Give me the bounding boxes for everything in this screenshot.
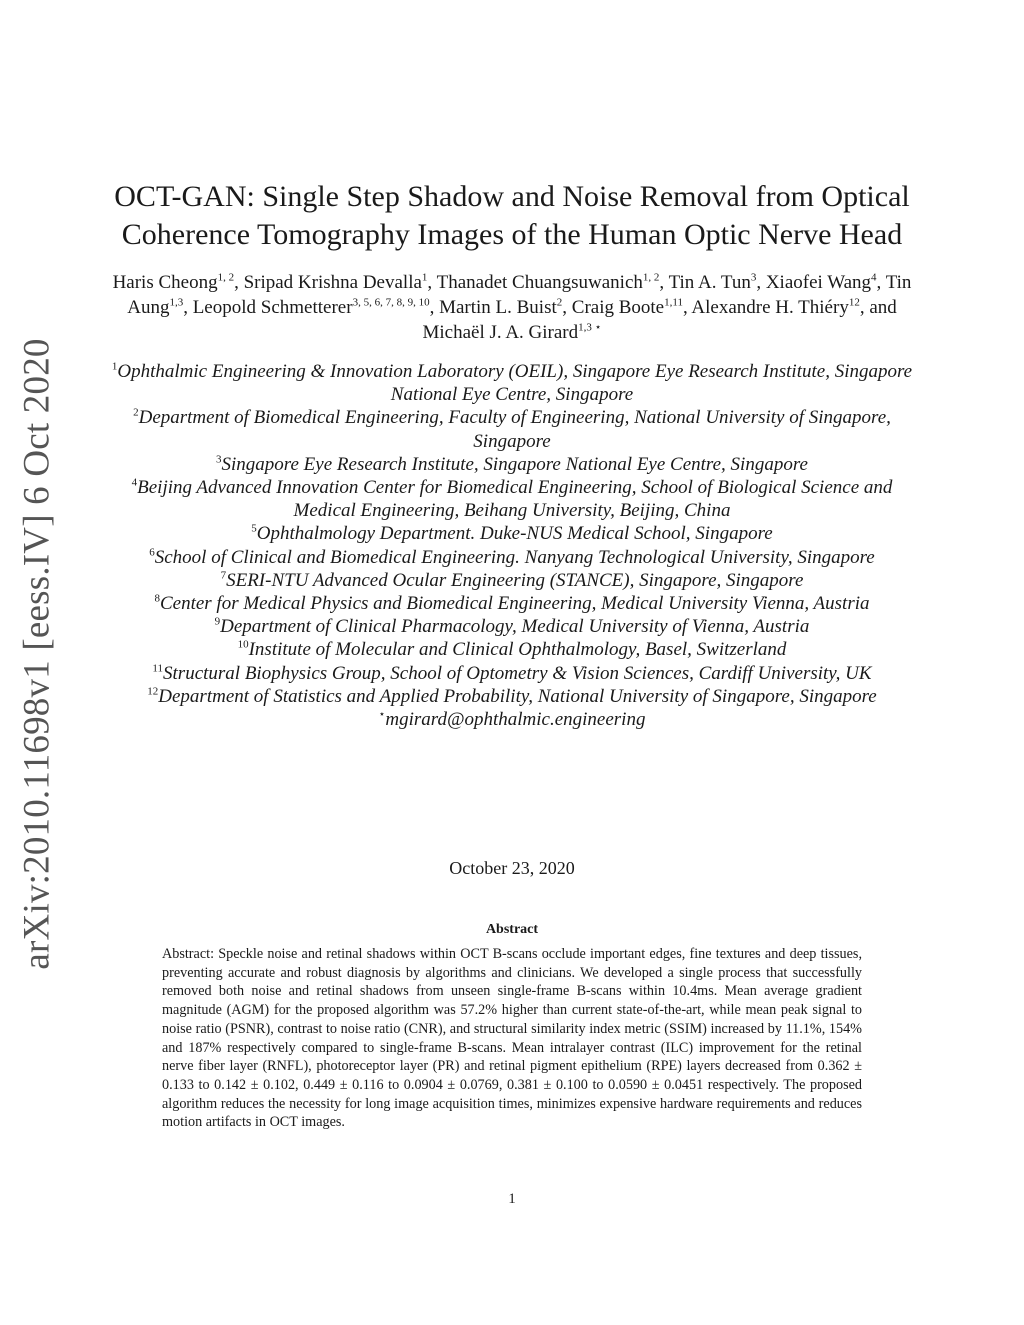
affiliation-mark: 5 <box>251 523 257 536</box>
author-affiliation-mark: 1,3 ⋆ <box>578 321 602 334</box>
author-name: Xiaofei Wang <box>765 272 872 293</box>
author-affiliation-mark: 12 <box>848 296 860 309</box>
author-affiliation-mark: 1, 2 <box>217 271 235 284</box>
author-name: Haris Cheong <box>112 272 218 293</box>
affiliation-mark: 12 <box>147 685 159 698</box>
author-affiliation-mark: 3 <box>750 271 757 284</box>
author-affiliation-mark: 3, 5, 6, 7, 8, 9, 10 <box>352 296 430 309</box>
publication-date: October 23, 2020 <box>449 858 575 878</box>
affiliation-text: Center for Medical Physics and Biomedical Engineering, Medical University Vienna, Austria <box>159 593 870 615</box>
affiliation-item <box>110 638 914 661</box>
affiliation-mark: 9 <box>214 615 221 628</box>
author-affiliation-mark: 1 <box>421 271 428 284</box>
affiliation-text: Structural Biophysics Group, School of Optometry & Vision Sciences, Cardiff University, UK <box>163 662 872 684</box>
page-number: 1 <box>508 1191 516 1207</box>
affiliation-item <box>110 476 914 522</box>
affiliation-text: School of Clinical and Biomedical Engineering. Nanyang Technological University, Singapore <box>154 546 875 568</box>
affiliation-list <box>110 360 914 731</box>
author-separator: , <box>427 272 437 293</box>
abstract-heading: Abstract <box>485 922 539 937</box>
author-list <box>110 270 914 345</box>
author-separator: , and <box>859 297 897 318</box>
affiliation-text: Ophthalmic Engineering & Innovation Laboratory (OEIL), Singapore Eye Research Institute, Singapore National Eye Centre, Singapore <box>117 361 913 406</box>
author-affiliation-mark: 2 <box>556 296 563 309</box>
title-line-2: Coherence Tomography Images of the Human Optic Nerve Head <box>121 218 903 251</box>
paper-title <box>110 178 914 254</box>
author-name: Alexandre H. Thiéry <box>691 297 849 318</box>
author-name: Thanadet Chuangsuwanich <box>436 272 643 293</box>
author-separator: , <box>682 297 692 318</box>
affiliation-text: mgirard@ophthalmic.engineering <box>385 709 646 731</box>
author-separator: , <box>562 297 572 318</box>
affiliation-text: Institute of Molecular and Clinical Ophthalmology, Basel, Switzerland <box>248 639 787 661</box>
author-affiliation-mark: 4 <box>871 271 877 284</box>
author-separator: , <box>659 272 669 293</box>
author-affiliation-mark: 1, 2 <box>642 271 660 284</box>
affiliation-mark: 11 <box>152 662 164 675</box>
corresponding-email <box>110 708 914 731</box>
affiliation-item <box>110 453 914 476</box>
affiliation-mark: 8 <box>154 592 160 605</box>
affiliation-text: Department of Statistics and Applied Probability, National University of Singapore, Singapore <box>158 685 877 707</box>
affiliation-item <box>110 569 914 592</box>
author-name: Sripad Krishna Devalla <box>243 272 422 293</box>
author-affiliation-mark: 1,11 <box>664 296 683 309</box>
affiliation-text: Singapore Eye Research Institute, Singapore National Eye Centre, Singapore <box>221 453 808 475</box>
affiliation-mark: ⋆ <box>378 708 386 721</box>
author-name: Tin A. Tun <box>668 272 751 293</box>
author-name: Tin Aung <box>127 272 912 318</box>
affiliation-text: Department of Biomedical Engineering, Faculty of Engineering, National University of Singapore, Singapore <box>138 407 891 452</box>
affiliation-item <box>110 546 914 569</box>
author-separator: , <box>429 297 440 318</box>
abstract-body: Abstract: Speckle noise and retinal shadows within OCT B-scans occlude important edges, fine textures and deep tissues, preventing accurate and robust diagnosis by algorithms and clinicians. We developed a single process that successfully removed both noise and retinal shadows from unseen single-frame B-scans within 10.4ms. Mean average gradient magnitude (AGM) for the proposed algorithm was 57.2% higher than current state-of-the-art, while mean peak signal to noise ratio (PSNR), contrast to noise ratio (CNR), and structural similarity index metric (SSIM) increased by 11.1%, 154% and 187% respectively compared to single-frame B-scans. Mean intralayer contrast (ILC) improvement for the retinal nerve fiber layer (RNFL), photoreceptor layer (PR) and retinal pigment epithelium (RPE) layers decreased from 0.362 ± 0.133 to 0.142 ± 0.102, 0.449 ± 0.116 to 0.0904 ± 0.0769, 0.381 ± 0.100 to 0.0590 ± 0.0451 respectively. The proposed algorithm reduces the necessity for long image acquisition times, minimizes expensive hardware requirements and reduces motion artifacts in OCT images. <box>162 946 862 1131</box>
author-name: Michaël J. A. Girard <box>422 322 579 343</box>
affiliation-text: SERI-NTU Advanced Ocular Engineering (STANCE), Singapore, Singapore <box>226 569 804 591</box>
affiliation-text: Department of Clinical Pharmacology, Medical University of Vienna, Austria <box>220 616 810 638</box>
affiliation-mark: 1 <box>111 360 118 373</box>
author-separator: , <box>876 272 886 293</box>
author-affiliation-mark: 1,3 <box>169 296 184 309</box>
affiliation-item <box>110 522 914 545</box>
affiliation-item <box>110 615 914 638</box>
arxiv-sidebar <box>14 338 60 970</box>
affiliation-mark: 7 <box>220 569 227 582</box>
author-separator: , <box>183 297 193 318</box>
affiliation-mark: 3 <box>216 453 222 466</box>
author-name: Craig Boote <box>571 297 665 318</box>
affiliation-mark: 4 <box>131 476 138 489</box>
author-separator: , <box>756 272 766 293</box>
affiliation-mark: 10 <box>237 639 249 652</box>
title-line-1: OCT-GAN: Single Step Shadow and Noise Removal from Optical <box>114 180 910 213</box>
affiliation-item <box>110 406 914 452</box>
author-separator: , <box>234 272 244 293</box>
author-name: Martin L. Buist <box>439 297 557 318</box>
affiliation-text: Beijing Advanced Innovation Center for Biomedical Engineering, School of Biological Science and Medical Engineering, Beihang University, Beijing, China <box>137 477 893 522</box>
affiliation-item <box>110 360 914 406</box>
affiliation-text: Ophthalmology Department. Duke-NUS Medical School, Singapore <box>256 523 773 545</box>
affiliation-item <box>110 662 914 685</box>
arxiv-identifier: arXiv:2010.11698v1 [eess.IV] 6 Oct 2020 <box>16 338 58 970</box>
author-name: Leopold Schmetterer <box>192 297 353 318</box>
affiliation-mark: 2 <box>133 407 139 420</box>
affiliation-item <box>110 592 914 615</box>
affiliation-item <box>110 685 914 708</box>
affiliation-mark: 6 <box>149 546 155 559</box>
